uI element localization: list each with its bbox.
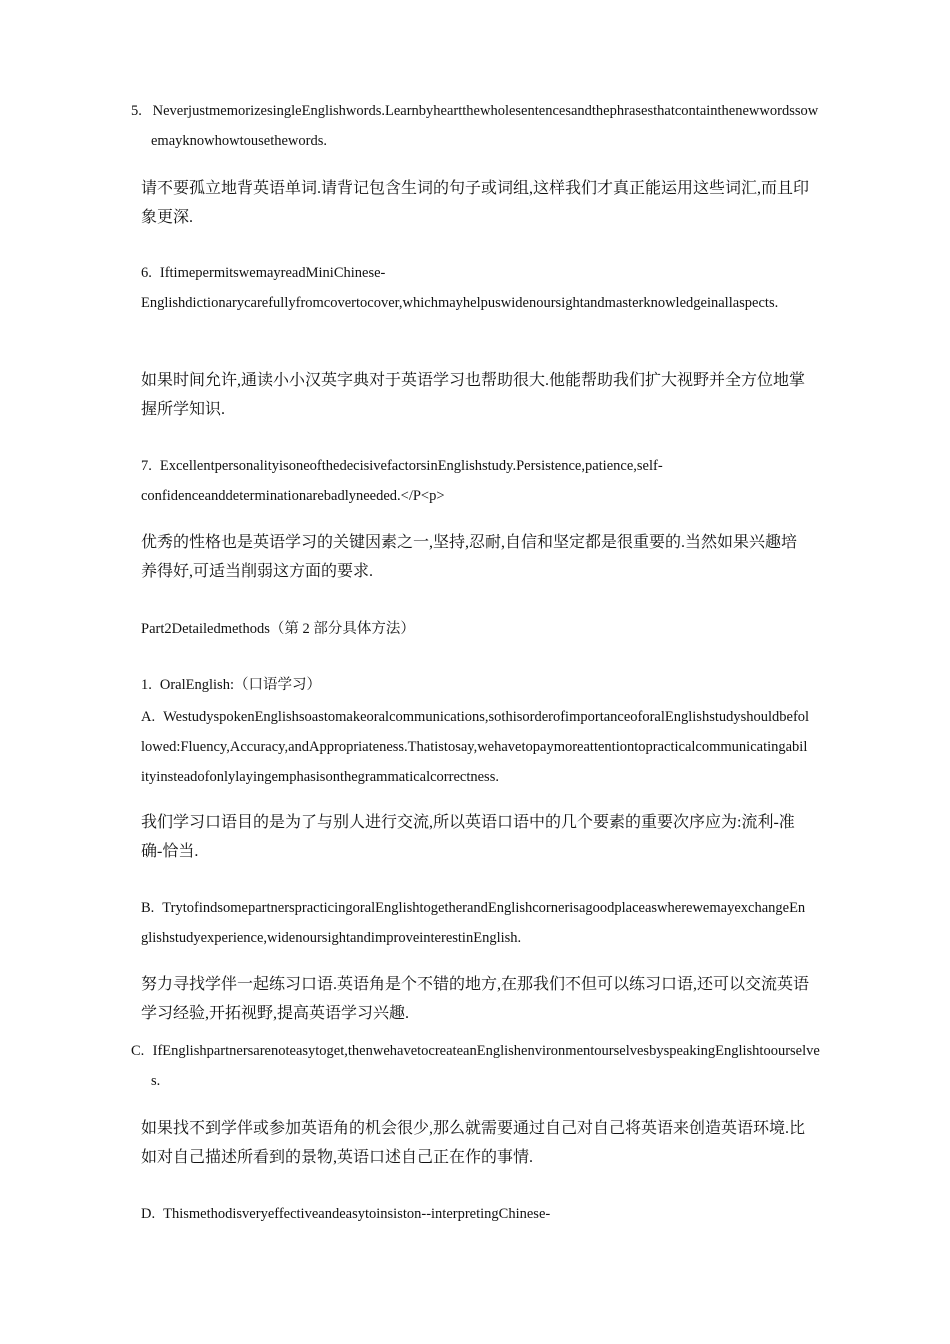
part2-heading: Part2Detailedmethods（第 2 部分具体方法）: [141, 621, 415, 637]
section-1-number: 1.: [141, 677, 152, 693]
item-6-text-line1: IftimepermitswemayreadMiniChinese-: [159, 265, 386, 281]
item-6-english: [141, 258, 811, 318]
section-1-label: OralEnglish:（口语学习）: [159, 677, 321, 693]
item-7-text-line1: ExcellentpersonalityisoneofthedecisivefactorsinEnglishstudy.Persistence,patience,self-: [159, 458, 663, 474]
subitem-c-text: IfEnglishpartnersarenoteasytoget,thenwehavetocreateanEnglishenvironmentourselvesbyspeakingEnglishtoourselves.: [151, 1043, 820, 1089]
subitem-a-chinese: 我们学习口语目的是为了与别人进行交流,所以英语口语中的几个要素的重要次序应为:流利-准确-恰当.: [141, 814, 795, 860]
item-5-english: [131, 96, 821, 156]
subitem-a-text: WestudyspokenEnglishsoastomakeoralcommunications,sothisorderofimportanceoforalEnglishstudyshouldbefollowed:Fluency,Accuracy,andAppropriateness.Thatistosay,wehavetopaymoreattentiontopracticalcommunicatingabilityinsteadofonlylayingemphasisonthegrammaticalcorrectness.: [141, 709, 810, 785]
item-6-chinese: 如果时间允许,通读小小汉英字典对于英语学习也帮助很大.他能帮助我们扩大视野并全方位地掌握所学知识.: [141, 372, 806, 418]
subitem-a-letter: A.: [141, 709, 156, 725]
item-6-number: 6.: [141, 265, 152, 281]
item-5-text: NeverjustmemorizesingleEnglishwords.Learnbyheartthewholesentencesandthephrasesthatcontainthenewwordssowemayknowhowtousethewords.: [151, 103, 819, 149]
subitem-b-chinese: 努力寻找学伴一起练习口语.英语角是个不错的地方,在那我们不但可以练习口语,还可以交流英语学习经验,开拓视野,提高英语学习兴趣.: [141, 976, 810, 1022]
item-5-number: 5.: [131, 103, 142, 119]
item-5-chinese: 请不要孤立地背英语单词.请背记包含生词的句子或词组,这样我们才真正能运用这些词汇,而且印象更深.: [141, 180, 810, 226]
subitem-c-english: [131, 1036, 821, 1096]
item-7-english: [141, 451, 811, 511]
subitem-d-letter: D.: [141, 1206, 156, 1222]
subitem-b-english: [141, 893, 811, 953]
item-7-text-rest: confidenceanddeterminationarebadlyneeded.</P<p>: [141, 488, 445, 504]
subitem-a-english: [141, 702, 811, 792]
subitem-d-english: [141, 1199, 811, 1229]
subitem-c-letter: C.: [131, 1043, 145, 1059]
subitem-b-letter: B.: [141, 900, 155, 916]
item-7-number: 7.: [141, 458, 152, 474]
item-7-chinese: 优秀的性格也是英语学习的关键因素之一,坚持,忍耐,自信和坚定都是很重要的.当然如果兴趣培养得好,可适当削弱这方面的要求.: [141, 534, 798, 580]
subitem-c-chinese: 如果找不到学伴或参加英语角的机会很少,那么就需要通过自己对自己将英语来创造英语环境.比如对自己描述所看到的景物,英语口述自己正在作的事情.: [141, 1120, 806, 1166]
section-1-title: [141, 670, 811, 700]
item-6-text-rest: Englishdictionarycarefullyfromcovertocover,whichmayhelpuswidenoursightandmasterknowledgeinallaspects.: [141, 295, 779, 311]
subitem-b-text: TrytofindsomepartnerspracticingoralEnglishtogetherandEnglishcornerisagoodplaceaswherewemayexchangeEnglishstudyexperience,widenoursightandimproveinterestinEnglish.: [141, 900, 806, 946]
subitem-d-text: Thismethodisveryeffectiveandeasytoinsiston--interpretingChinese-: [163, 1206, 551, 1222]
